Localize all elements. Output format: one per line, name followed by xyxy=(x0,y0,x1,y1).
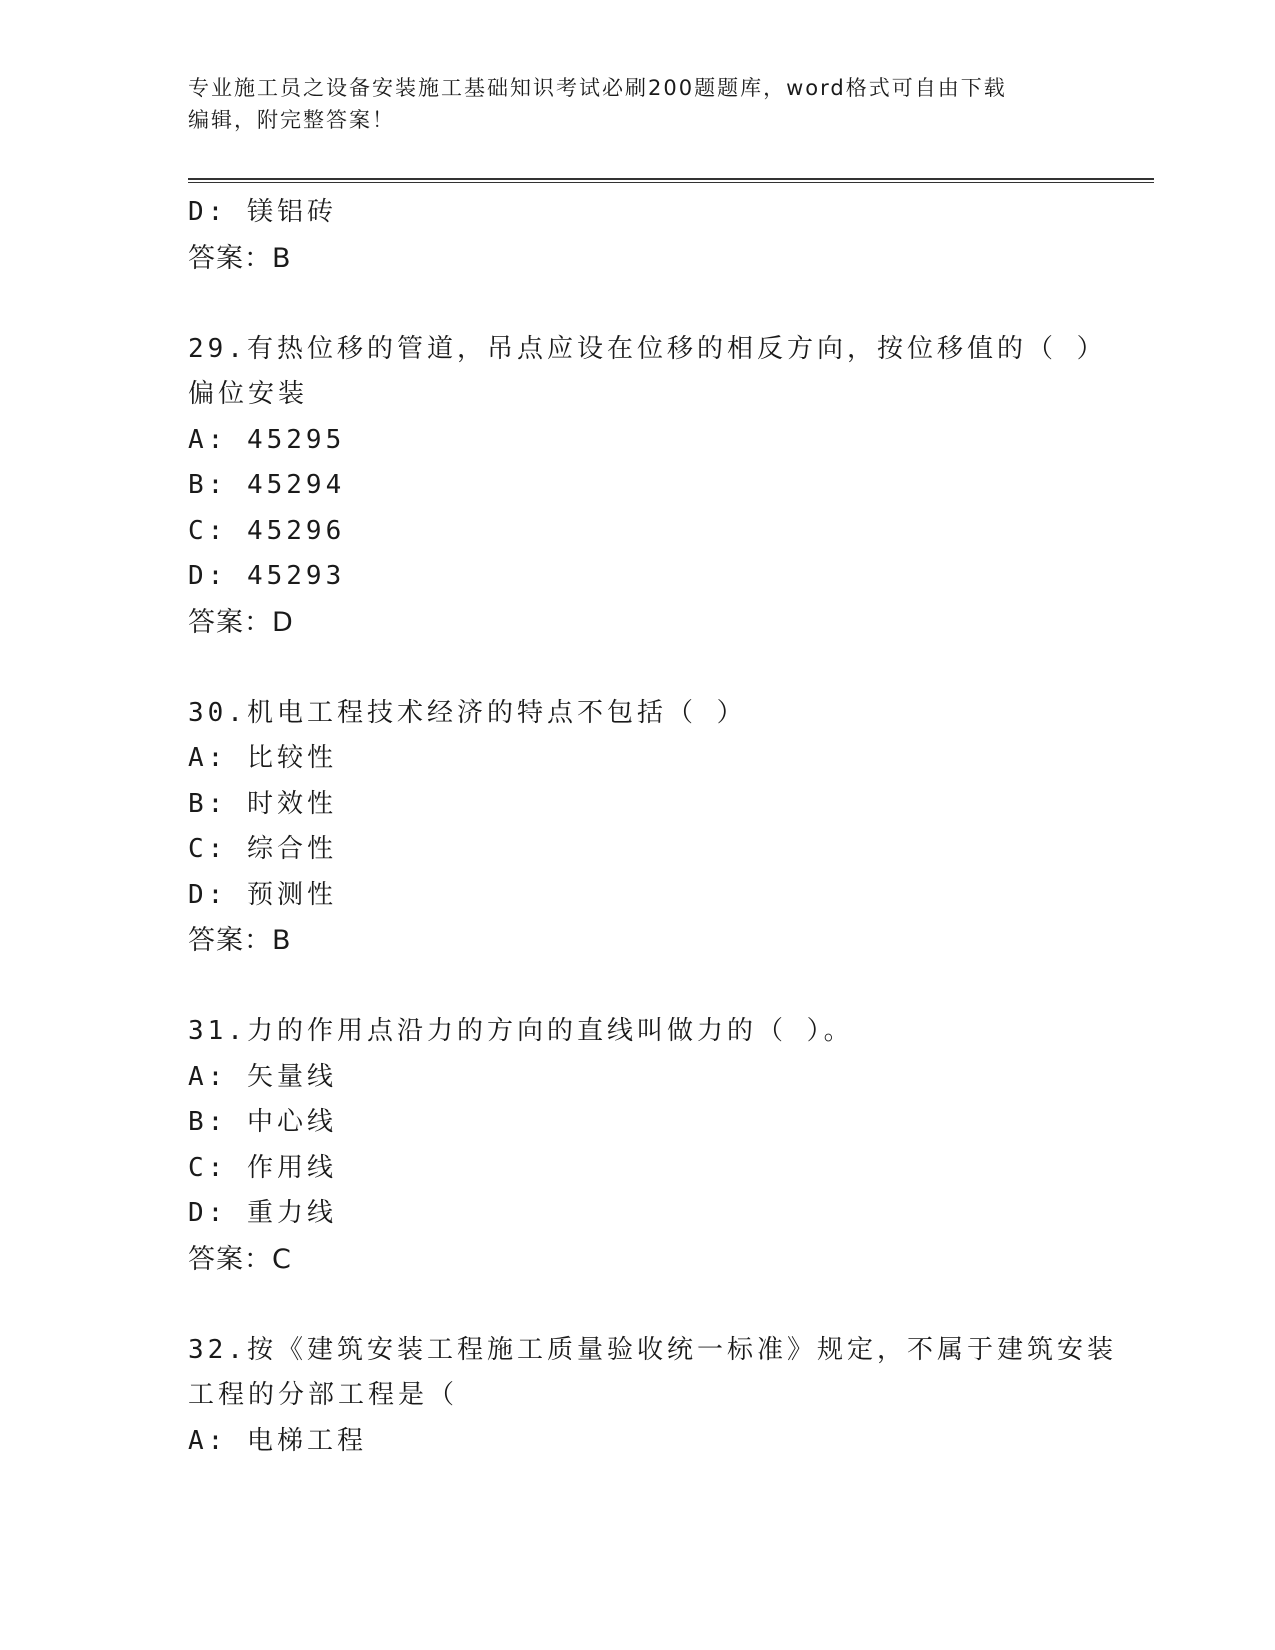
spacer xyxy=(188,1282,1148,1328)
question-block xyxy=(188,190,1148,281)
spacer xyxy=(188,645,1148,691)
header-divider xyxy=(188,178,1154,183)
option-a: A: 矢量线 xyxy=(188,1061,337,1092)
spacer xyxy=(188,281,1148,327)
option-c: C: 作用线 xyxy=(188,1152,337,1183)
option-a: A: 比较性 xyxy=(188,743,337,773)
option-d: D: 预测性 xyxy=(188,879,337,910)
header-line-1: 专业施工员之设备安装施工基础知识考试必刷200题题库，word格式可自由下载 xyxy=(188,76,1007,100)
option-line: D: 镁铝砖 xyxy=(188,197,337,227)
answer-line: 答案：B xyxy=(188,925,292,956)
document-header xyxy=(188,72,1068,136)
option-b: B: 时效性 xyxy=(188,788,337,819)
option-b: B: 中心线 xyxy=(188,1107,337,1137)
answer-line: 答案：D xyxy=(188,606,294,638)
option-a: A: 电梯工程 xyxy=(188,1425,367,1456)
option-b: B: 45294 xyxy=(188,470,346,500)
option-d: D: 重力线 xyxy=(188,1198,337,1228)
option-d: D: 45293 xyxy=(188,561,346,591)
question-text: 30.机电工程技术经济的特点不包括（ ） xyxy=(188,697,747,728)
question-text: 29.有热位移的管道，吊点应设在位移的相反方向，按位移值的（ ） xyxy=(188,333,1107,364)
question-block xyxy=(188,327,1148,646)
question-block xyxy=(188,1009,1148,1282)
question-text: 32.按《建筑安装工程施工质量验收统一标准》规定，不属于建筑安装 xyxy=(188,1334,1117,1365)
spacer xyxy=(188,964,1148,1010)
answer-line: 答案：C xyxy=(188,1243,292,1275)
option-a: A: 45295 xyxy=(188,424,346,455)
question-text-continued: 偏位安装 xyxy=(188,379,309,409)
question-list xyxy=(188,190,1148,1464)
option-c: C: 45296 xyxy=(188,515,346,546)
question-block xyxy=(188,1328,1148,1465)
question-text: 31.力的作用点沿力的方向的直线叫做力的（ ）。 xyxy=(188,1016,854,1046)
option-c: C: 综合性 xyxy=(188,834,337,864)
header-line-2: 编辑，附完整答案！ xyxy=(188,108,395,132)
answer-line: 答案：B xyxy=(188,242,292,274)
question-text-continued: 工程的分部工程是（ xyxy=(188,1380,459,1410)
question-block xyxy=(188,691,1148,964)
